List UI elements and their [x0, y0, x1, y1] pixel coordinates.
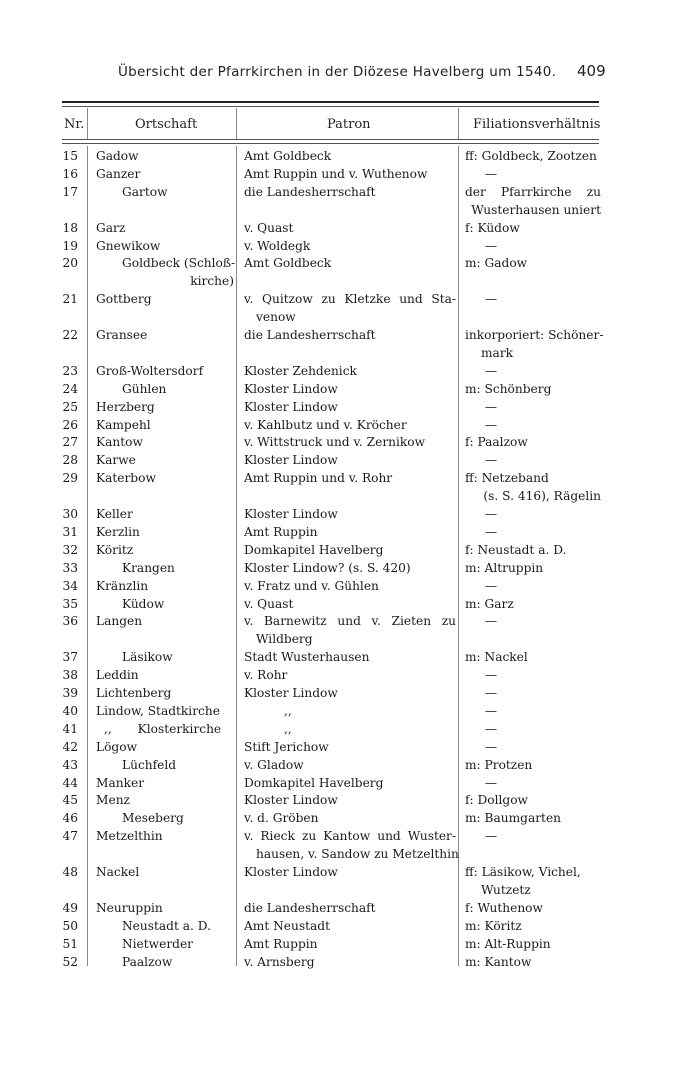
cell-nr: 48 [62, 865, 78, 879]
table-row [0, 291, 700, 327]
cell-patron: Amt Ruppin und v. Rohr [244, 471, 393, 486]
cell-nr: 49 [62, 900, 78, 915]
table-row [0, 238, 700, 256]
cell-patron: Kloster Lindow [244, 507, 338, 521]
cell-ortschaft: Goldbeck (Schloß- [122, 256, 236, 271]
cell-ortschaft: Gransee [96, 328, 148, 342]
cell-ortschaft: Lögow [96, 739, 138, 754]
cell-filiation: — [484, 399, 498, 414]
cell-nr: 40 [62, 703, 78, 718]
cell-filiation: ff: Läsikow, Vichel, [465, 865, 581, 879]
table-row [0, 900, 700, 918]
cell-ortschaft: Lindow, Stadtkirche [96, 703, 220, 718]
table-top-rule [62, 101, 599, 103]
column-divider [236, 108, 237, 139]
table-row [0, 578, 700, 596]
cell-nr: 41 [62, 721, 78, 736]
cell-filiation: — [484, 578, 498, 593]
cell-nr: 31 [62, 524, 78, 539]
column-header-filiation: Filiationsverhältnis [473, 117, 601, 132]
table-row [0, 166, 700, 184]
cell-patron: Amt Goldbeck [244, 256, 332, 271]
cell-patron: Kloster Zehdenick [244, 363, 357, 378]
cell-filiation: — [484, 292, 498, 307]
cell-filiation: f: Paalzow [465, 435, 528, 450]
cell-filiation: — [484, 721, 498, 736]
table-row [0, 685, 700, 703]
cell-patron: Domkapitel Havelberg [244, 775, 384, 790]
cell-nr: 51 [62, 936, 78, 951]
table-row [0, 399, 700, 417]
cell-filiation: — [484, 453, 498, 468]
cell-patron: v. Gladow [244, 757, 304, 772]
cell-ortschaft: Nackel [96, 865, 140, 879]
cell-nr: 36 [62, 614, 78, 629]
cell-patron: Amt Ruppin [244, 936, 318, 951]
cell-nr: 38 [62, 668, 78, 683]
cell-nr: 23 [62, 363, 78, 378]
cell-ortschaft: Gnewikow [96, 238, 161, 253]
cell-patron: v. Rohr [244, 668, 288, 683]
header-bottom-rule [62, 139, 599, 140]
cell-patron: Kloster Lindow [244, 865, 338, 879]
cell-ortschaft: Manker [96, 775, 145, 790]
cell-ortschaft: Langen [96, 614, 143, 629]
cell-ortschaft: Gadow [96, 149, 139, 163]
cell-ortschaft: Leddin [96, 668, 139, 683]
cell-nr: 46 [62, 811, 78, 826]
cell-patron: ,, [284, 721, 292, 736]
column-header-nr: Nr. [64, 117, 85, 132]
cell-filiation: m: Kantow [465, 954, 532, 969]
cell-patron: Amt Neustadt [244, 918, 330, 933]
cell-ortschaft: Köritz [96, 542, 134, 557]
cell-ortschaft: Neustadt a. D. [122, 918, 211, 933]
cell-ortschaft: Kantow [96, 435, 143, 450]
table-row [0, 148, 700, 166]
table-row [0, 775, 700, 793]
cell-filiation: — [484, 703, 498, 718]
table-row [0, 184, 700, 220]
cell-ortschaft: Herzberg [96, 399, 155, 414]
page-number: 409 [577, 62, 606, 80]
cell-ortschaft-cont: kirche) [190, 274, 234, 289]
table-row [0, 596, 700, 614]
cell-patron: die Landesherrschaft [244, 900, 376, 915]
cell-patron: v. Quast [244, 220, 294, 235]
table-row [0, 560, 700, 578]
cell-filiation-cont: Wusterhausen uniert [471, 202, 601, 217]
cell-patron: v. Woldegk [244, 238, 311, 253]
table-row [0, 918, 700, 936]
cell-ortschaft: Neuruppin [96, 900, 163, 915]
cell-patron: die Landesherrschaft [244, 328, 376, 342]
cell-patron: Kloster Lindow [244, 686, 338, 700]
cell-patron: Domkapitel Havelberg [244, 542, 384, 557]
cell-ortschaft: Gühlen [122, 381, 167, 396]
table-row [0, 220, 700, 238]
cell-nr: 44 [62, 775, 78, 790]
cell-patron: Amt Ruppin und v. Wuthenow [244, 166, 428, 181]
cell-patron: Amt Ruppin [244, 524, 318, 539]
cell-nr: 30 [62, 507, 78, 521]
cell-patron: Kloster Lindow [244, 453, 338, 468]
cell-filiation: m: Schönberg [465, 381, 552, 396]
cell-filiation: m: Gadow [465, 256, 528, 271]
cell-filiation: f: Neustadt a. D. [465, 542, 567, 557]
table-row [0, 667, 700, 685]
table-row [0, 417, 700, 435]
cell-patron: v. Kahlbutz und v. Kröcher [244, 417, 407, 432]
cell-filiation: — [484, 524, 498, 539]
cell-ortschaft: Karwe [96, 453, 136, 468]
table-row [0, 542, 700, 560]
cell-filiation: — [484, 739, 498, 754]
cell-nr: 15 [62, 149, 78, 163]
table-row [0, 864, 700, 900]
cell-filiation: m: Protzen [465, 757, 533, 772]
cell-nr: 22 [62, 328, 78, 342]
table-row [0, 363, 700, 381]
cell-filiation: — [484, 363, 498, 378]
cell-patron: v. Quast [244, 596, 294, 611]
cell-nr: 52 [62, 954, 78, 969]
cell-ortschaft: Paalzow [122, 954, 173, 969]
cell-ortschaft: Nietwerder [122, 936, 193, 951]
cell-ortschaft: Garz [96, 220, 126, 235]
cell-filiation: f: Küdow [465, 220, 520, 235]
cell-patron: v. d. Gröben [244, 811, 319, 826]
cell-nr: 24 [62, 381, 78, 396]
cell-nr: 27 [62, 435, 78, 450]
table-row [0, 381, 700, 399]
cell-ortschaft: Lüchfeld [122, 757, 177, 772]
cell-ortschaft: ,, Klosterkirche [104, 721, 222, 736]
cell-nr: 35 [62, 596, 78, 611]
cell-filiation: — [484, 238, 498, 253]
table-row [0, 649, 700, 667]
table-row [0, 739, 700, 757]
table-top-rule-thin [62, 106, 599, 107]
cell-nr: 32 [62, 542, 78, 557]
cell-nr: 42 [62, 739, 78, 754]
table-row [0, 810, 700, 828]
table-row [0, 721, 700, 739]
cell-nr: 29 [62, 471, 78, 486]
cell-ortschaft: Läsikow [122, 650, 173, 665]
cell-patron: v. Fratz und v. Gühlen [244, 578, 379, 593]
cell-nr: 37 [62, 650, 78, 665]
column-header-ortschaft: Ortschaft [135, 117, 198, 132]
cell-ortschaft: Meseberg [122, 811, 184, 826]
cell-ortschaft: Küdow [122, 596, 165, 611]
cell-ortschaft: Kerzlin [96, 524, 140, 539]
table-row [0, 255, 700, 291]
table-row [0, 470, 700, 506]
cell-filiation: — [484, 775, 498, 790]
cell-nr: 17 [62, 184, 78, 199]
cell-nr: 16 [62, 166, 78, 181]
cell-filiation: m: Garz [465, 596, 514, 611]
cell-patron: v. Rieck zu Kantow und Wuster- [244, 829, 456, 844]
cell-filiation: — [484, 829, 498, 844]
cell-filiation: — [484, 614, 498, 629]
column-divider [87, 108, 88, 139]
cell-nr: 50 [62, 918, 78, 933]
table-row [0, 703, 700, 721]
cell-ortschaft: Menz [96, 793, 130, 808]
cell-ortschaft: Lichtenberg [96, 686, 172, 700]
cell-ortschaft: Krangen [122, 560, 175, 575]
cell-filiation: f: Wuthenow [465, 900, 543, 915]
cell-patron: Stift Jerichow [244, 739, 329, 754]
cell-ortschaft: Kampehl [96, 417, 151, 432]
table-row [0, 452, 700, 470]
cell-nr: 26 [62, 417, 78, 432]
cell-ortschaft: Gartow [122, 184, 168, 199]
header-bottom-rule-thin [62, 143, 599, 144]
cell-ortschaft: Groß-Woltersdorf [96, 363, 204, 378]
cell-ortschaft: Katerbow [96, 471, 156, 486]
cell-nr: 34 [62, 578, 78, 593]
cell-patron-cont: Wildberg [256, 632, 313, 647]
cell-nr: 19 [62, 238, 78, 253]
cell-patron: ,, [284, 703, 292, 718]
cell-nr: 33 [62, 560, 78, 575]
cell-filiation: m: Nackel [465, 650, 528, 665]
cell-filiation: ff: Goldbeck, Zootzen [465, 149, 597, 163]
cell-filiation: — [484, 668, 498, 683]
cell-patron: Kloster Lindow [244, 793, 338, 808]
cell-patron-cont: venow [256, 310, 296, 325]
table-row [0, 954, 700, 972]
cell-ortschaft: Keller [96, 507, 133, 521]
cell-filiation-cont: Wutzetz [481, 882, 531, 897]
cell-filiation: m: Altruppin [465, 560, 544, 575]
table-row [0, 434, 700, 452]
cell-patron-cont: hausen, v. Sandow zu Metzelthin [256, 847, 459, 862]
cell-filiation: — [484, 417, 498, 432]
cell-patron: Kloster Lindow [244, 399, 338, 414]
cell-filiation: inkorporiert: Schöner- [465, 328, 604, 342]
column-divider [458, 108, 459, 139]
table-row [0, 936, 700, 954]
table-row [0, 757, 700, 775]
cell-nr: 47 [62, 829, 78, 844]
cell-filiation: — [484, 686, 498, 700]
cell-nr: 18 [62, 220, 78, 235]
cell-filiation-cont: (s. S. 416), Rägelin [483, 489, 601, 504]
cell-nr: 21 [62, 292, 78, 307]
cell-nr: 45 [62, 793, 78, 808]
cell-nr: 28 [62, 453, 78, 468]
cell-patron: Amt Goldbeck [244, 149, 332, 163]
cell-patron: Kloster Lindow? (s. S. 420) [244, 560, 411, 575]
cell-filiation: m: Köritz [465, 918, 522, 933]
table-row [0, 327, 700, 363]
cell-nr: 25 [62, 399, 78, 414]
cell-filiation: — [484, 166, 498, 181]
table-row [0, 792, 700, 810]
cell-ortschaft: Gottberg [96, 292, 152, 307]
cell-patron: v. Arnsberg [244, 954, 315, 969]
cell-nr: 39 [62, 686, 78, 700]
cell-filiation-cont: mark [481, 345, 514, 360]
cell-patron: die Landesherrschaft [244, 184, 376, 199]
table-row [0, 613, 700, 649]
cell-patron: v. Quitzow zu Kletzke und Sta- [244, 292, 456, 307]
cell-filiation: m: Baumgarten [465, 811, 562, 826]
cell-patron: v. Barnewitz und v. Zieten zu [244, 614, 456, 629]
cell-filiation: — [484, 507, 498, 521]
table-row [0, 506, 700, 524]
cell-filiation: der Pfarrkirche zu [465, 184, 601, 199]
page-title: Übersicht der Pfarrkirchen in der Diözese Havelberg um 1540. [118, 64, 557, 80]
cell-patron: Stadt Wusterhausen [244, 650, 370, 665]
cell-filiation: f: Dollgow [465, 793, 528, 808]
cell-nr: 43 [62, 757, 78, 772]
cell-ortschaft: Ganzer [96, 166, 141, 181]
cell-nr: 20 [62, 256, 78, 271]
table-row [0, 828, 700, 864]
cell-patron: v. Wittstruck und v. Zernikow [244, 435, 426, 450]
cell-ortschaft: Kränzlin [96, 578, 149, 593]
cell-patron: Kloster Lindow [244, 381, 338, 396]
cell-ortschaft: Metzelthin [96, 829, 163, 844]
cell-filiation: ff: Netzeband [465, 471, 549, 486]
cell-filiation: m: Alt-Ruppin [465, 936, 551, 951]
table-row [0, 524, 700, 542]
column-header-patron: Patron [327, 117, 371, 132]
